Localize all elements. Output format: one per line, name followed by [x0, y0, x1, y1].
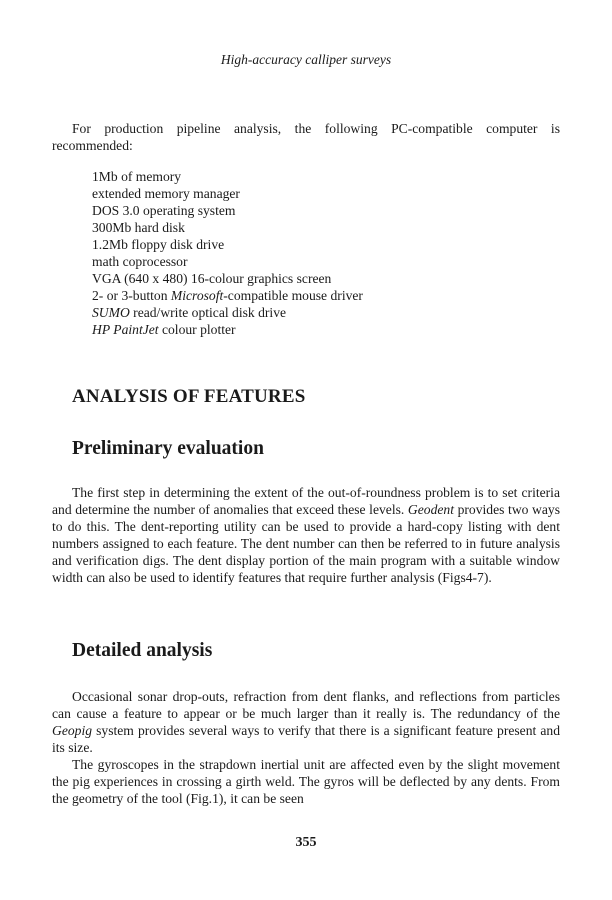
subheading-preliminary: Preliminary evaluation — [72, 438, 264, 459]
running-head: High-accuracy calliper surveys — [220, 52, 392, 67]
intro-paragraph: For production pipeline analysis, the following PC-compatible computer is recommended: — [52, 121, 560, 153]
list-item: DOS 3.0 operating system — [92, 203, 236, 218]
list-item: 2- or 3-button Microsoft-compatible mouse driver — [92, 288, 363, 303]
list-item: SUMO read/write optical disk drive — [92, 305, 287, 320]
requirements-list — [92, 168, 363, 338]
list-item: VGA (640 x 480) 16-colour graphics screen — [92, 271, 332, 286]
preliminary-paragraph: The first step in determining the extent of the out-of-roundness problem is to set criteria and determine the number of anomalies that exceed these levels. Geodent provides two ways to do this. The dent-reporting utility can be used to provide a hard-copy listing with dent numbers assigned to each feature. The dent number can then be referred to in future analysis and verification digs. The dent display portion of the main program with a suitable window width can also be used to identify features that require further analysis (Figs4-7). — [52, 485, 560, 585]
list-item: math coprocessor — [92, 254, 188, 269]
list-item: 1.2Mb floppy disk drive — [92, 237, 225, 252]
page-number: 355 — [295, 835, 317, 850]
list-item: 300Mb hard disk — [92, 220, 185, 235]
detailed-paragraph-2: The gyroscopes in the strapdown inertial unit are affected even by the slight movement the pig experiences in crossing a girth weld. The gyros will be deflected by any dents. From the geometry of the tool (Fig.1), it can be seen — [52, 757, 560, 806]
list-item: 1Mb of memory — [92, 169, 182, 184]
subheading-detailed: Detailed analysis — [72, 640, 213, 661]
list-item: HP PaintJet colour plotter — [92, 322, 236, 337]
detailed-paragraph-1: Occasional sonar drop-outs, refraction from dent flanks, and reflections from particles can cause a feature to appear or be much larger than it really is. The redundancy of the Geopig system provides several ways to verify that there is a significant feature present and its size. — [52, 689, 560, 755]
list-item: extended memory manager — [92, 186, 240, 201]
section-heading: ANALYSIS OF FEATURES — [72, 386, 306, 407]
